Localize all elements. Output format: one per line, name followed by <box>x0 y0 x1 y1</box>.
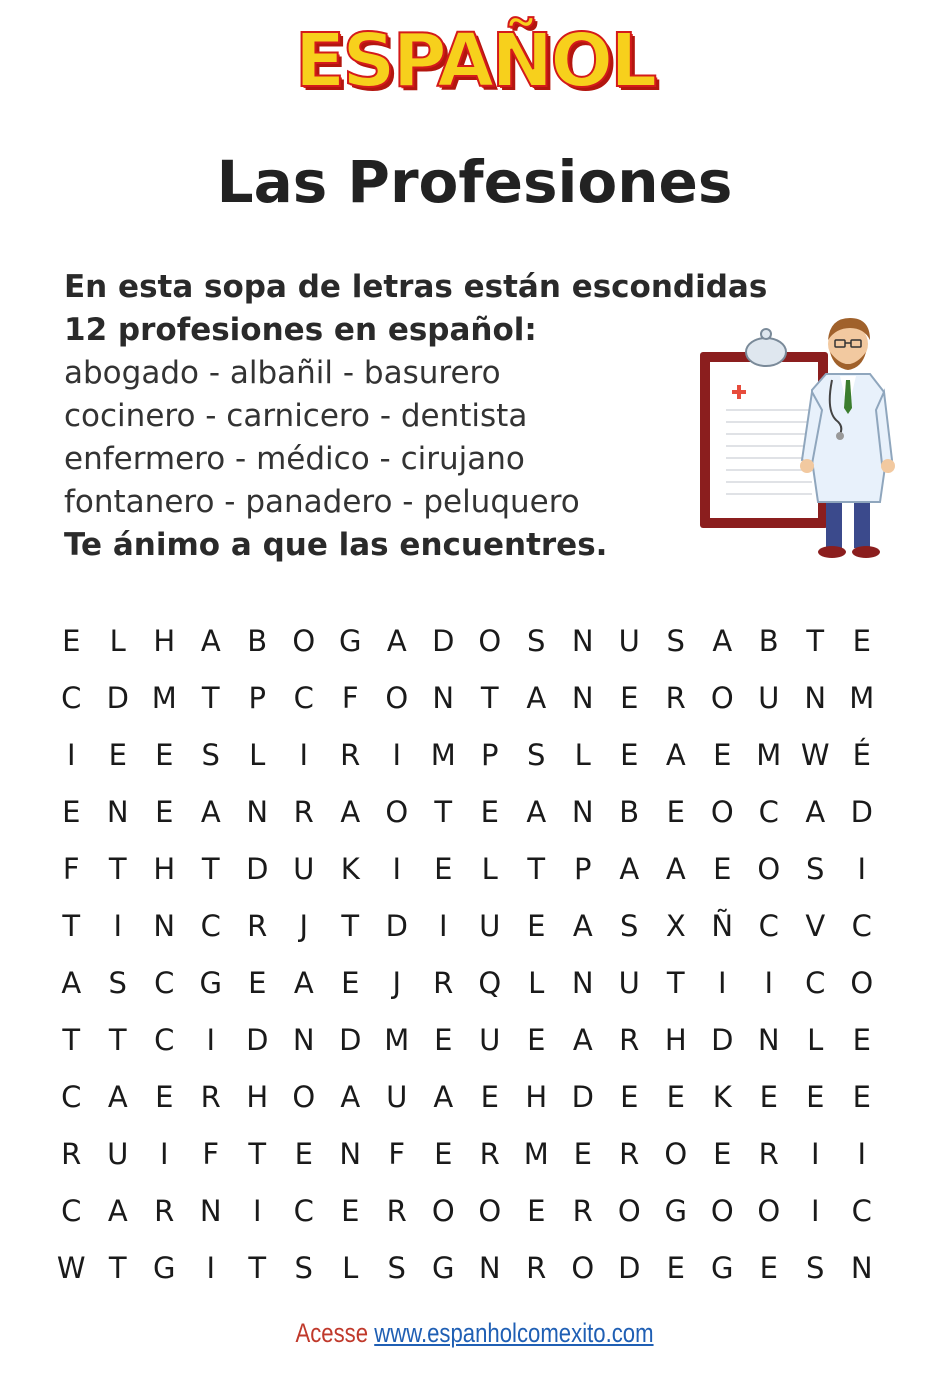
grid-letter[interactable]: O <box>478 623 502 658</box>
grid-letter[interactable]: I <box>717 965 727 1000</box>
footer-prefix: Acesse <box>295 1318 369 1348</box>
grid-letter[interactable]: A <box>293 965 314 1000</box>
grid-letter[interactable]: A <box>526 680 547 715</box>
grid-letter[interactable]: J <box>392 965 402 1000</box>
grid-letter[interactable]: O <box>478 1193 502 1228</box>
grid-letter[interactable]: E <box>806 1079 825 1114</box>
grid-letter[interactable]: L <box>574 737 591 772</box>
grid-letter[interactable]: E <box>620 1079 639 1114</box>
grid-letter[interactable]: A <box>107 1193 128 1228</box>
grid-letter[interactable]: H <box>153 851 176 886</box>
grid-letter[interactable]: R <box>758 1136 779 1171</box>
grid-letter[interactable]: N <box>199 1193 222 1228</box>
grid-letter[interactable]: E <box>155 737 174 772</box>
doctor-with-clipboard-icon <box>694 310 899 565</box>
grid-letter[interactable]: R <box>433 965 454 1000</box>
grid-letter[interactable]: A <box>665 851 686 886</box>
grid-letter[interactable]: F <box>341 680 359 715</box>
grid-letter[interactable]: T <box>527 851 546 886</box>
grid-letter[interactable]: T <box>62 908 81 943</box>
grid-letter[interactable]: O <box>571 1250 595 1285</box>
grid-letter[interactable]: L <box>481 851 498 886</box>
grid-letter[interactable]: E <box>759 1079 778 1114</box>
grid-row <box>48 897 885 954</box>
grid-letter[interactable]: O <box>385 794 409 829</box>
intro-closing: Te ánimo a que las encuentres. <box>64 527 608 563</box>
grid-letter[interactable]: S <box>620 908 639 943</box>
grid-letter[interactable]: H <box>525 1079 548 1114</box>
grid-letter[interactable]: D <box>339 1022 362 1057</box>
grid-letter[interactable]: T <box>480 680 499 715</box>
grid-letter[interactable]: U <box>758 680 780 715</box>
grid-letter[interactable]: E <box>666 794 685 829</box>
grid-letter[interactable]: A <box>200 794 221 829</box>
grid-letter[interactable]: V <box>805 908 826 943</box>
grid-letter[interactable]: R <box>340 737 361 772</box>
grid-letter[interactable]: R <box>479 1136 500 1171</box>
grid-letter[interactable]: A <box>572 908 593 943</box>
grid-letter[interactable]: N <box>478 1250 501 1285</box>
grid-letter[interactable]: R <box>293 794 314 829</box>
grid-letter[interactable]: P <box>574 851 592 886</box>
grid-letter[interactable]: L <box>528 965 545 1000</box>
grid-letter[interactable]: E <box>852 623 871 658</box>
grid-letter[interactable]: E <box>713 1136 732 1171</box>
grid-letter[interactable]: H <box>664 1022 687 1057</box>
grid-letter[interactable]: E <box>527 1022 546 1057</box>
grid-letter[interactable]: G <box>432 1250 455 1285</box>
grid-letter[interactable]: L <box>807 1022 824 1057</box>
grid-letter[interactable]: S <box>201 737 220 772</box>
grid-letter[interactable]: M <box>384 1022 410 1057</box>
grid-letter[interactable]: K <box>340 851 360 886</box>
grid-letter[interactable]: N <box>571 623 594 658</box>
grid-letter[interactable]: T <box>248 1136 267 1171</box>
grid-letter[interactable]: E <box>480 1079 499 1114</box>
grid-letter[interactable]: T <box>806 623 825 658</box>
grid-letter[interactable]: C <box>154 965 175 1000</box>
grid-letter[interactable]: F <box>202 1136 220 1171</box>
grid-letter[interactable]: I <box>857 1136 867 1171</box>
grid-letter[interactable]: D <box>106 680 129 715</box>
grid-letter[interactable]: I <box>764 965 774 1000</box>
grid-letter[interactable]: A <box>340 1079 361 1114</box>
grid-letter[interactable]: O <box>757 851 781 886</box>
grid-letter[interactable]: E <box>573 1136 592 1171</box>
grid-letter[interactable]: R <box>386 1193 407 1228</box>
grid-letter[interactable]: D <box>432 623 455 658</box>
grid-letter[interactable]: E <box>434 1136 453 1171</box>
grid-letter[interactable]: A <box>433 1079 454 1114</box>
grid-letter[interactable]: P <box>248 680 266 715</box>
grid-letter[interactable]: H <box>246 1079 269 1114</box>
grid-letter[interactable]: N <box>571 794 594 829</box>
grid-letter[interactable]: F <box>388 1136 406 1171</box>
grid-letter[interactable]: Ñ <box>711 908 734 943</box>
grid-letter[interactable]: I <box>206 1250 216 1285</box>
grid-letter[interactable]: E <box>155 794 174 829</box>
grid-letter[interactable]: U <box>386 1079 408 1114</box>
grid-letter[interactable]: T <box>108 1250 127 1285</box>
grid-letter[interactable]: N <box>106 794 129 829</box>
grid-letter[interactable]: L <box>249 737 266 772</box>
grid-letter[interactable]: E <box>62 623 81 658</box>
grid-letter[interactable]: O <box>385 680 409 715</box>
grid-letter[interactable]: O <box>710 794 734 829</box>
grid-letter[interactable]: T <box>341 908 360 943</box>
grid-letter[interactable]: A <box>200 623 221 658</box>
grid-letter[interactable]: I <box>252 1193 262 1228</box>
word-list-line: fontanero - panadero - peluquero <box>64 484 580 520</box>
grid-letter[interactable]: G <box>664 1193 687 1228</box>
grid-letter[interactable]: D <box>571 1079 594 1114</box>
grid-letter[interactable]: I <box>810 1136 820 1171</box>
grid-letter[interactable]: D <box>850 794 873 829</box>
grid-letter[interactable]: I <box>392 737 402 772</box>
grid-letter[interactable]: S <box>527 623 546 658</box>
grid-letter[interactable]: G <box>153 1250 176 1285</box>
grid-letter[interactable]: O <box>664 1136 688 1171</box>
grid-letter[interactable]: S <box>108 965 127 1000</box>
grid-row <box>48 840 885 897</box>
grid-letter[interactable]: S <box>666 623 685 658</box>
grid-letter[interactable]: I <box>438 908 448 943</box>
grid-letter[interactable]: C <box>805 965 826 1000</box>
grid-letter[interactable]: T <box>108 1022 127 1057</box>
grid-letter[interactable]: C <box>154 1022 175 1057</box>
grid-letter[interactable]: N <box>571 965 594 1000</box>
grid-row <box>48 1011 885 1068</box>
grid-letter[interactable]: D <box>385 908 408 943</box>
grid-letter[interactable]: A <box>107 1079 128 1114</box>
grid-letter[interactable]: N <box>292 1022 315 1057</box>
grid-letter[interactable]: U <box>107 1136 129 1171</box>
grid-letter[interactable]: O <box>431 1193 455 1228</box>
grid-letter[interactable]: I <box>392 851 402 886</box>
grid-letter[interactable]: C <box>851 908 872 943</box>
grid-letter[interactable]: A <box>665 737 686 772</box>
grid-letter[interactable]: P <box>481 737 499 772</box>
grid-letter[interactable]: L <box>109 623 126 658</box>
grid-letter[interactable]: E <box>620 737 639 772</box>
grid-letter[interactable]: T <box>108 851 127 886</box>
grid-letter[interactable]: O <box>710 1193 734 1228</box>
grid-letter[interactable]: C <box>61 1193 82 1228</box>
grid-letter[interactable]: T <box>201 851 220 886</box>
grid-letter[interactable]: E <box>759 1250 778 1285</box>
grid-letter[interactable]: E <box>434 851 453 886</box>
grid-letter[interactable]: T <box>201 680 220 715</box>
grid-row <box>48 1068 885 1125</box>
grid-letter[interactable]: T <box>434 794 453 829</box>
grid-letter[interactable]: N <box>757 1022 780 1057</box>
grid-letter[interactable]: D <box>618 1250 641 1285</box>
grid-letter[interactable]: J <box>299 908 309 943</box>
grid-letter[interactable]: M <box>849 680 875 715</box>
grid-letter[interactable]: L <box>342 1250 359 1285</box>
intro-line-2: 12 profesiones en español: <box>64 312 537 348</box>
grid-letter[interactable]: T <box>666 965 685 1000</box>
grid-letter[interactable]: E <box>155 1079 174 1114</box>
word-list-line: cocinero - carnicero - dentista <box>64 398 528 434</box>
grid-letter[interactable]: X <box>665 908 686 943</box>
grid-letter[interactable]: A <box>386 623 407 658</box>
grid-letter[interactable]: E <box>666 1250 685 1285</box>
grid-letter[interactable]: E <box>620 680 639 715</box>
grid-letter[interactable]: N <box>432 680 455 715</box>
grid-letter[interactable]: B <box>758 623 779 658</box>
grid-letter[interactable]: N <box>246 794 269 829</box>
grid-letter[interactable]: R <box>247 908 268 943</box>
grid-letter[interactable]: C <box>61 680 82 715</box>
grid-letter[interactable]: T <box>62 1022 81 1057</box>
grid-letter[interactable]: E <box>294 1136 313 1171</box>
grid-letter[interactable]: E <box>713 737 732 772</box>
grid-letter[interactable]: T <box>248 1250 267 1285</box>
grid-row <box>48 1125 885 1182</box>
grid-letter[interactable]: Q <box>478 965 502 1000</box>
grid-letter[interactable]: O <box>292 623 316 658</box>
grid-letter[interactable]: N <box>339 1136 362 1171</box>
grid-letter[interactable]: A <box>712 623 733 658</box>
grid-letter[interactable]: A <box>526 794 547 829</box>
grid-letter[interactable]: B <box>619 794 640 829</box>
grid-letter[interactable]: E <box>480 794 499 829</box>
grid-letter[interactable]: R <box>619 1022 640 1057</box>
grid-letter[interactable]: C <box>61 1079 82 1114</box>
footer <box>85 1318 863 1349</box>
brand-title: ESPAÑOL <box>294 18 655 104</box>
grid-letter[interactable]: A <box>572 1022 593 1057</box>
grid-letter[interactable]: R <box>665 680 686 715</box>
grid-letter[interactable]: U <box>618 623 640 658</box>
grid-letter[interactable]: I <box>810 1193 820 1228</box>
grid-letter[interactable]: N <box>850 1250 873 1285</box>
grid-letter[interactable]: S <box>806 1250 825 1285</box>
word-list-line: abogado - albañil - basurero <box>64 355 501 391</box>
grid-row <box>48 612 885 669</box>
grid-letter[interactable]: S <box>527 737 546 772</box>
grid-letter[interactable]: E <box>666 1079 685 1114</box>
grid-letter[interactable]: H <box>153 623 176 658</box>
grid-letter[interactable]: N <box>153 908 176 943</box>
grid-letter[interactable]: R <box>572 1193 593 1228</box>
grid-letter[interactable]: D <box>246 851 269 886</box>
page-title: Las Profesiones <box>216 148 733 216</box>
grid-letter[interactable]: R <box>61 1136 82 1171</box>
grid-letter[interactable]: A <box>61 965 82 1000</box>
grid-letter[interactable]: E <box>852 1079 871 1114</box>
grid-letter[interactable]: R <box>526 1250 547 1285</box>
grid-letter[interactable]: F <box>62 851 80 886</box>
grid-letter[interactable]: S <box>294 1250 313 1285</box>
word-list-line: enfermero - médico - cirujano <box>64 441 525 477</box>
grid-letter[interactable]: M <box>756 737 782 772</box>
grid-letter[interactable]: U <box>479 1022 501 1057</box>
grid-letter[interactable]: D <box>246 1022 269 1057</box>
grid-letter[interactable]: C <box>293 680 314 715</box>
grid-letter[interactable]: C <box>758 794 779 829</box>
grid-row <box>48 954 885 1011</box>
grid-letter[interactable]: S <box>387 1250 406 1285</box>
instructions <box>64 266 784 567</box>
grid-letter[interactable]: E <box>434 1022 453 1057</box>
grid-letter[interactable]: É <box>852 737 871 772</box>
grid-letter[interactable]: R <box>619 1136 640 1171</box>
grid-letter[interactable]: W <box>56 1250 86 1285</box>
grid-letter[interactable]: N <box>804 680 827 715</box>
intro-line-1: En esta sopa de letras están escondidas <box>64 269 768 305</box>
grid-letter[interactable]: I <box>857 851 867 886</box>
grid-letter[interactable]: M <box>151 680 177 715</box>
grid-letter[interactable]: C <box>200 908 221 943</box>
grid-row <box>48 783 885 840</box>
word-search-grid <box>48 612 885 1296</box>
grid-letter[interactable]: S <box>806 851 825 886</box>
grid-letter[interactable]: O <box>757 1193 781 1228</box>
grid-letter[interactable]: I <box>299 737 309 772</box>
grid-letter[interactable]: O <box>850 965 874 1000</box>
grid-letter[interactable]: U <box>479 908 501 943</box>
grid-letter[interactable]: O <box>710 680 734 715</box>
grid-letter[interactable]: I <box>66 737 76 772</box>
grid-letter[interactable]: O <box>617 1193 641 1228</box>
grid-row <box>48 726 885 783</box>
grid-letter[interactable]: E <box>527 908 546 943</box>
grid-letter[interactable]: I <box>159 1136 169 1171</box>
grid-row <box>48 1182 885 1239</box>
grid-letter[interactable]: K <box>712 1079 732 1114</box>
grid-letter[interactable]: R <box>154 1193 175 1228</box>
grid-row <box>48 669 885 726</box>
grid-letter[interactable]: E <box>62 794 81 829</box>
grid-letter[interactable]: E <box>852 1022 871 1057</box>
grid-letter[interactable]: I <box>206 1022 216 1057</box>
grid-letter[interactable]: I <box>113 908 123 943</box>
grid-letter[interactable]: G <box>711 1250 734 1285</box>
grid-letter[interactable]: A <box>805 794 826 829</box>
website-link[interactable]: www.espanholcomexito.com <box>374 1318 654 1348</box>
grid-letter[interactable]: C <box>851 1193 872 1228</box>
grid-letter[interactable]: N <box>571 680 594 715</box>
grid-letter[interactable]: E <box>527 1193 546 1228</box>
grid-letter[interactable]: D <box>711 1022 734 1057</box>
grid-letter[interactable]: E <box>248 965 267 1000</box>
grid-letter[interactable]: A <box>340 794 361 829</box>
grid-letter[interactable]: G <box>339 623 362 658</box>
grid-letter[interactable]: U <box>293 851 315 886</box>
grid-letter[interactable]: U <box>618 965 640 1000</box>
grid-letter[interactable]: B <box>247 623 268 658</box>
grid-letter[interactable]: E <box>341 1193 360 1228</box>
grid-letter[interactable]: R <box>200 1079 221 1114</box>
grid-letter[interactable]: E <box>341 965 360 1000</box>
grid-letter[interactable]: E <box>108 737 127 772</box>
grid-letter[interactable]: G <box>199 965 222 1000</box>
grid-row <box>48 1239 885 1296</box>
grid-letter[interactable]: W <box>800 737 830 772</box>
grid-letter[interactable]: C <box>758 908 779 943</box>
grid-letter[interactable]: C <box>293 1193 314 1228</box>
grid-letter[interactable]: M <box>523 1136 549 1171</box>
grid-letter[interactable]: M <box>430 737 456 772</box>
grid-letter[interactable]: O <box>292 1079 316 1114</box>
grid-letter[interactable]: A <box>619 851 640 886</box>
grid-letter[interactable]: E <box>713 851 732 886</box>
